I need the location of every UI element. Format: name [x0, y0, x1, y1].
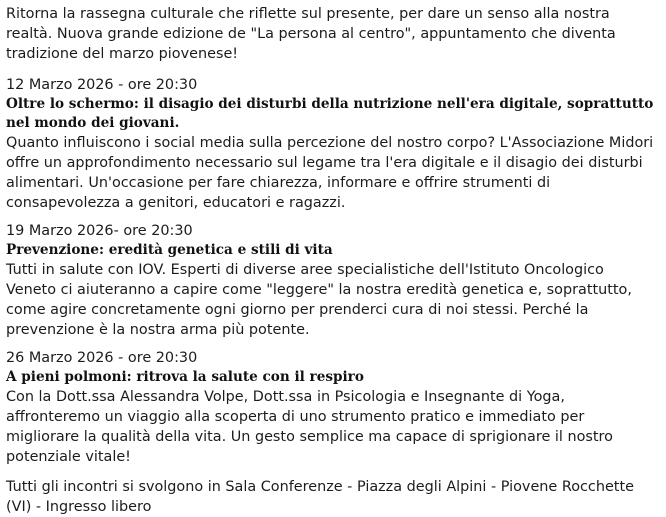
- event-date: 12 Marzo 2026 - ore 20:30: [6, 76, 198, 93]
- event-item: [6, 75, 658, 214]
- event-description: Tutti in salute con IOV. Esperti di diverse aree specialistiche dell'Istituto Oncologico Veneto ci aiuteranno a capire come "leggere" la nostra eredità genetica e, soprattutto, come agire concretamente ogni giorno per prenderci cura di noi stessi. Perché la prevenzione è la nostra arma più potente.: [6, 261, 632, 339]
- event-description: Con la Dott.ssa Alessandra Volpe, Dott.ssa in Psicologia e Insegnante di Yoga, affronteremo un viaggio alla scoperta di uno strumento pratico e immediato per migliorare la qualità della vita. Un gesto semplice ma capace di sprigionare il nostro potenziale vitale!: [6, 388, 613, 466]
- event-date: 19 Marzo 2026- ore 20:30: [6, 222, 193, 239]
- event-item: [6, 348, 658, 468]
- event-date: 26 Marzo 2026 - ore 20:30: [6, 349, 198, 366]
- event-title: Oltre lo schermo: il disagio dei disturbi della nutrizione nell'era digitale, soprattutto nel mondo dei giovani.: [6, 95, 654, 131]
- intro-text: Ritorna la rassegna culturale che riflette sul presente, per dare un senso alla nostra realtà. Nuova grande edizione de "La persona al centro", appuntamento che diventa tradizione del marzo piovenese!: [6, 6, 616, 63]
- event-title: Prevenzione: eredità genetica e stili di vita: [6, 241, 333, 258]
- event-title: A pieni polmoni: ritrova la salute con il respiro: [6, 368, 364, 385]
- event-description: Quanto influiscono i social media sulla percezione del nostro corpo? L'Associazione Midori offre un approfondimento necessario sul legame tra l'era digitale e il disagio dei disturbi alimentari. Un'occasione per fare chiarezza, informare e offrire strumenti di consapevolezza a genitori, educatori e ragazzi.: [6, 134, 654, 212]
- event-item: [6, 221, 658, 341]
- venue-info: Tutti gli incontri si svolgono in Sala Conferenze - Piazza degli Alpini - Piovene Rocchette (VI) - Ingresso libero: [6, 478, 634, 515]
